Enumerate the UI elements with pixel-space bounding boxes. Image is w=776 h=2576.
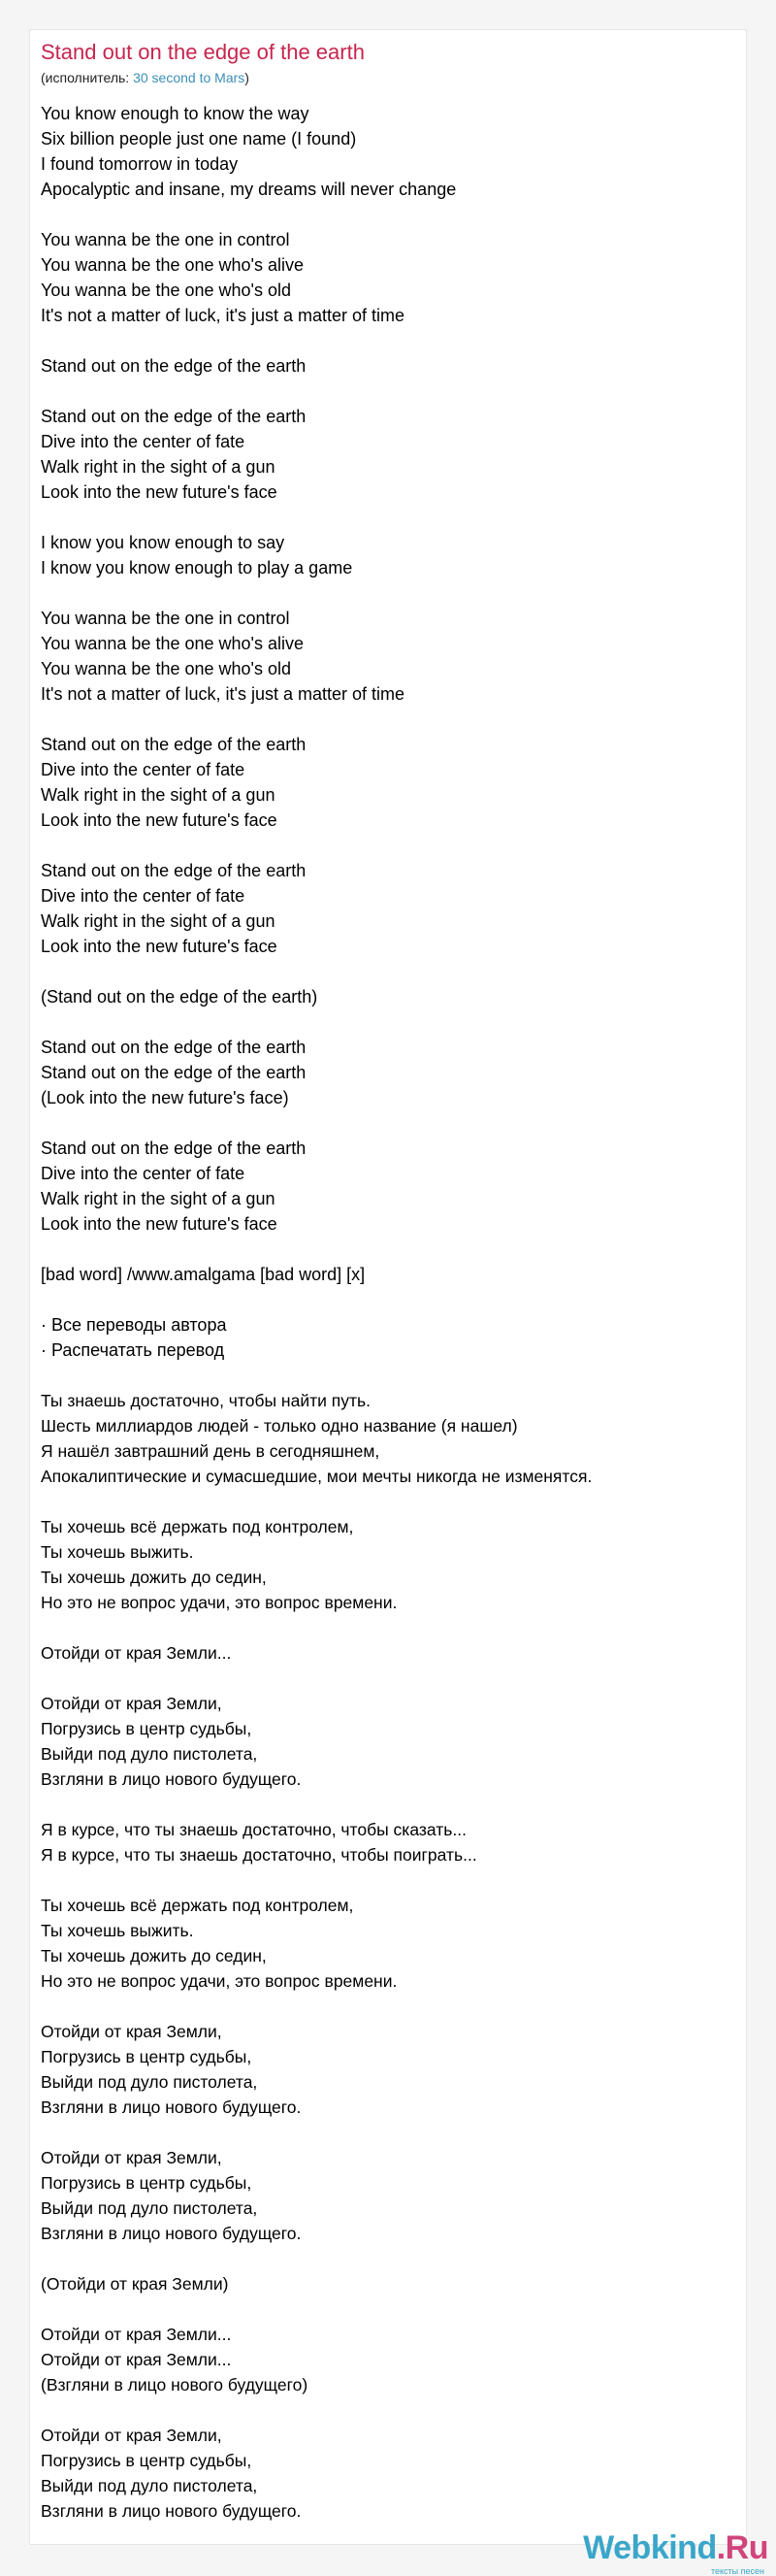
lyric-line-en: It's not a matter of luck, it's just a matter of time <box>41 684 405 704</box>
lyric-line-ru: Ты знаешь достаточно, чтобы найти путь. <box>41 1391 371 1410</box>
lyric-line-en: Stand out on the edge of the earth <box>41 1063 307 1082</box>
lyric-line-ru: Отойди от края Земли... <box>41 2325 232 2344</box>
lyric-line-en: You wanna be the one who's alive <box>41 255 304 275</box>
lyric-line-en: Dive into the center of fate <box>41 760 245 779</box>
page-title: Stand out on the edge of the earth <box>41 40 365 64</box>
lyric-line-en: Look into the new future's face <box>41 1214 277 1234</box>
lyric-line-ru: Я в курсе, что ты знаешь достаточно, чтобы сказать... <box>41 1820 467 1839</box>
logo-tagline: тексты песен <box>710 2566 764 2576</box>
lyric-line-en: Walk right in the sight of a gun <box>41 785 275 805</box>
lyric-line-ru: Отойди от края Земли, <box>41 1694 222 1713</box>
lyric-line-en: Stand out on the edge of the earth <box>41 861 307 880</box>
logo-name: Webkind <box>583 2529 717 2566</box>
webkind-logo[interactable] <box>555 2529 768 2576</box>
all-translations-link[interactable]: · Все переводы автора <box>41 1315 227 1335</box>
lyric-line-ru: Отойди от края Земли, <box>41 2426 222 2445</box>
lyric-line-ru: Шесть миллиардов людей - только одно название (я нашел) <box>41 1416 518 1436</box>
lyric-line-en: Look into the new future's face <box>41 482 277 502</box>
lyric-line-en: You wanna be the one in control <box>41 609 290 628</box>
lyric-line-ru: (Взгляни в лицо нового будущего) <box>41 2375 308 2394</box>
lyric-line-en: [bad word] /www.amalgama [bad word] [x] <box>41 1265 366 1284</box>
lyric-line-ru: Ты хочешь всё держать под контролем, <box>41 1517 354 1536</box>
lyric-line-ru: Я в курсе, что ты знаешь достаточно, чтобы поиграть... <box>41 1845 477 1865</box>
lyric-line-en: I found tomorrow in today <box>41 154 239 174</box>
lyric-line-ru: Ты хочешь выжить. <box>41 1542 194 1562</box>
lyric-line-en: Stand out on the edge of the earth <box>41 407 307 426</box>
lyric-line-ru: Погрузись в центр судьбы, <box>41 2451 252 2470</box>
lyric-line-en: I know you know enough to say <box>41 533 285 552</box>
lyric-line-ru: Ты хочешь выжить. <box>41 1921 194 1940</box>
lyric-line-en: Walk right in the sight of a gun <box>41 1189 275 1208</box>
lyric-line-ru: Ты хочешь дожить до седин, <box>41 1946 267 1965</box>
lyric-line-ru: Выйди под дуло пистолета, <box>41 2476 258 2495</box>
lyric-line-en: You know enough to know the way <box>41 104 309 123</box>
lyric-line-ru: Отойди от края Земли... <box>41 1643 232 1663</box>
lyric-line-en: (Look into the new future's face) <box>41 1088 289 1107</box>
lyric-line-ru: Взгляни в лицо нового будущего. <box>41 2097 302 2117</box>
lyric-line-ru: Ты хочешь всё держать под контролем, <box>41 1896 354 1915</box>
lyric-line-en: You wanna be the one who's old <box>41 281 291 300</box>
lyric-line-ru: Погрузись в центр судьбы, <box>41 2173 252 2193</box>
lyric-line-en: It's not a matter of luck, it's just a matter of time <box>41 306 405 325</box>
lyric-line-ru: Ты хочешь дожить до седин, <box>41 1568 267 1587</box>
lyric-line-ru: Взгляни в лицо нового будущего. <box>41 1769 302 1789</box>
print-translation-link[interactable]: · Распечатать перевод <box>41 1340 225 1360</box>
artist-line <box>41 70 249 85</box>
lyric-line-en: Six billion people just one name (I found) <box>41 129 357 149</box>
lyric-line-en: I know you know enough to play a game <box>41 558 353 578</box>
lyric-line-en: Stand out on the edge of the earth <box>41 735 307 754</box>
lyric-line-en: You wanna be the one who's old <box>41 659 291 678</box>
lyric-line-en: Apocalyptic and insane, my dreams will never change <box>41 180 457 199</box>
lyric-line-en: You wanna be the one who's alive <box>41 634 304 653</box>
lyric-line-en: Walk right in the sight of a gun <box>41 457 275 477</box>
lyric-line-en: Look into the new future's face <box>41 810 277 830</box>
lyric-line-en: You wanna be the one in control <box>41 230 290 249</box>
lyric-line-ru: Погрузись в центр судьбы, <box>41 1719 252 1738</box>
lyric-line-en: Stand out on the edge of the earth <box>41 356 307 376</box>
lyric-line-ru: Отойди от края Земли, <box>41 2022 222 2041</box>
lyric-line-ru: Выйди под дуло пистолета, <box>41 1744 258 1764</box>
lyric-line-en: Look into the new future's face <box>41 937 277 956</box>
lyric-line-en: Stand out on the edge of the earth <box>41 1038 307 1057</box>
lyric-line-ru: Взгляни в лицо нового будущего. <box>41 2224 302 2243</box>
lyric-line-en: Dive into the center of fate <box>41 886 245 906</box>
lyric-line-ru: Погрузись в центр судьбы, <box>41 2047 252 2066</box>
lyric-line-ru: Отойди от края Земли, <box>41 2148 222 2167</box>
logo-domain: .Ru <box>716 2529 768 2566</box>
lyric-line-ru: Выйди под дуло пистолета, <box>41 2072 258 2092</box>
lyric-line-en: Walk right in the sight of a gun <box>41 911 275 931</box>
lyric-line-en: Stand out on the edge of the earth <box>41 1139 307 1158</box>
lyric-line-ru: Взгляни в лицо нового будущего. <box>41 2501 302 2521</box>
lyric-line-en: (Stand out on the edge of the earth) <box>41 987 318 1007</box>
lyric-line-ru: Но это не вопрос удачи, это вопрос времени. <box>41 1593 398 1612</box>
artist-link[interactable]: 30 second to Mars <box>133 70 245 85</box>
artist-prefix: (исполнитель: <box>41 70 134 85</box>
lyric-line-en: Dive into the center of fate <box>41 1164 245 1183</box>
lyric-line-ru: Но это не вопрос удачи, это вопрос времени. <box>41 1971 398 1991</box>
artist-suffix: ) <box>244 70 249 85</box>
lyric-line-ru: (Отойди от края Земли) <box>41 2274 229 2294</box>
lyric-line-ru: Апокалиптические и сумасшедшие, мои мечты никогда не изменятся. <box>41 1467 593 1486</box>
lyric-line-ru: Отойди от края Земли... <box>41 2350 232 2369</box>
lyric-line-en: Dive into the center of fate <box>41 432 245 451</box>
lyric-line-ru: Я нашёл завтрашний день в сегодняшнем, <box>41 1441 380 1461</box>
lyric-line-ru: Выйди под дуло пистолета, <box>41 2198 258 2218</box>
